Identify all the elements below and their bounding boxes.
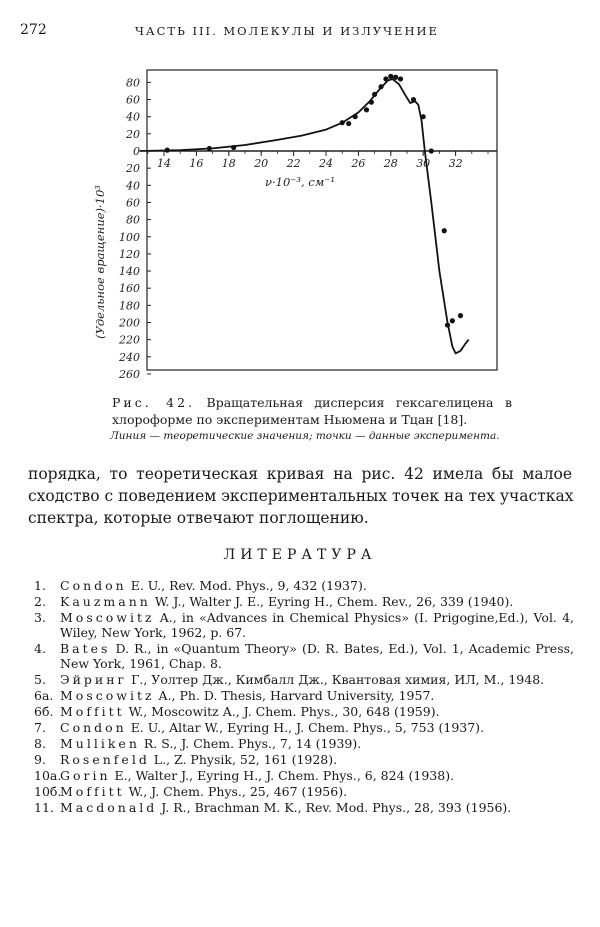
reference-details: E. U., Rev. Mod. Phys., 9, 432 (1937). <box>126 578 367 593</box>
x-axis-label: ν·10⁻³, см⁻¹ <box>265 175 335 189</box>
reference-item <box>34 752 574 767</box>
running-title: ЧАСТЬ III. МОЛЕКУЛЫ И ИЗЛУЧЕНИЕ <box>135 24 439 38</box>
experiment-point <box>372 92 377 97</box>
reference-author: Moffitt <box>60 704 125 719</box>
reference-details: W., J. Chem. Phys., 25, 467 (1956). <box>124 784 348 799</box>
reference-number: 2. <box>34 594 46 609</box>
reference-list <box>34 578 574 816</box>
y-tick-label: 100 <box>119 230 140 244</box>
reference-item <box>34 704 574 719</box>
reference-item <box>34 594 574 609</box>
reference-item <box>34 641 574 671</box>
reference-details: E. U., Altar W., Eyring H., J. Chem. Phys., 5, 753 (1937). <box>126 720 485 735</box>
figure-caption <box>112 394 512 428</box>
y-tick-label: 240 <box>119 350 140 364</box>
experiment-point <box>393 75 398 80</box>
reference-details: R. S., J. Chem. Phys., 7, 14 (1939). <box>139 736 362 751</box>
reference-details: Г., Уолтер Дж., Кимбалл Дж., Квантовая химия, ИЛ, М., 1948. <box>127 672 545 687</box>
experiment-point <box>369 100 374 105</box>
reference-item <box>34 672 574 687</box>
reference-details: W., Moscowitz A., J. Chem. Phys., 30, 648 (1959). <box>124 704 440 719</box>
reference-author: Macdonald <box>60 800 158 815</box>
reference-details: W. J., Walter J. E., Eyring H., Chem. Rev., 26, 339 (1940). <box>150 594 514 609</box>
reference-author: Bates <box>60 641 111 656</box>
reference-number: 11. <box>34 800 54 815</box>
y-tick-label: 80 <box>126 213 140 227</box>
experiment-point <box>450 318 455 323</box>
theory-line <box>140 79 469 353</box>
y-tick-label: 80 <box>126 76 140 90</box>
reference-number: 6б. <box>34 704 54 719</box>
reference-author: Condon <box>60 720 127 735</box>
experiment-point <box>429 148 434 153</box>
x-tick-label: 14 <box>157 157 171 170</box>
reference-item <box>34 688 574 703</box>
body-line: порядка, то теоретическая кривая на рис. 42 имела бы малое <box>28 465 572 483</box>
reference-item <box>34 578 574 593</box>
caption-main: Вращательная дисперсия гексагелицена в хлороформе по экспериментам Ньюмена и Тцан [18]. <box>112 395 513 427</box>
experiment-point <box>383 76 388 81</box>
y-tick-label: 260 <box>119 367 140 381</box>
reference-number: 7. <box>34 720 46 735</box>
body-line: спектра, которые отвечают поглощению. <box>28 509 369 527</box>
body-paragraph <box>28 463 572 529</box>
y-tick-label: 200 <box>119 316 140 330</box>
literature-title: ЛИТЕРАТУРА <box>223 547 377 563</box>
y-tick-label: 60 <box>126 196 140 210</box>
x-tick-label: 32 <box>448 157 463 170</box>
x-tick-label: 24 <box>319 157 333 170</box>
experiment-point <box>458 313 463 318</box>
reference-item <box>34 720 574 735</box>
y-tick-label: 20 <box>126 162 140 176</box>
y-tick-label: 0 <box>133 145 140 158</box>
reference-author: Mulliken <box>60 736 140 751</box>
experiment-point <box>398 76 403 81</box>
x-tick-label: 28 <box>383 157 398 170</box>
x-tick-label: 16 <box>189 157 204 170</box>
reference-author: Moffitt <box>60 784 125 799</box>
reference-number: 8. <box>34 736 46 751</box>
y-tick-label: 140 <box>119 265 140 279</box>
reference-author: Condon <box>60 578 127 593</box>
reference-item <box>34 610 574 640</box>
experiment-point <box>421 114 426 119</box>
reference-details: J. R., Brachman M. K., Rev. Mod. Phys., 28, 393 (1956). <box>157 800 512 815</box>
reference-number: 10б. <box>34 784 62 799</box>
caption-lead: Рис. 42. <box>112 395 196 410</box>
reference-details: D. R., in «Quantum Theory» (D. R. Bates, Ed.), Vol. 1, Academic Press, New York, 1961, Chap. 8. <box>60 641 574 671</box>
x-tick-label: 30 <box>416 157 431 170</box>
reference-details: L., Z. Physik, 52, 161 (1928). <box>149 752 338 767</box>
reference-author: Rosenfeld <box>60 752 150 767</box>
reference-details: A., Ph. D. Thesis, Harvard University, 1957. <box>154 688 435 703</box>
y-tick-label: 160 <box>119 282 140 296</box>
experiment-point <box>340 120 345 125</box>
reference-number: 4. <box>34 641 46 656</box>
x-tick-label: 20 <box>254 157 269 170</box>
experiment-point <box>231 145 236 150</box>
y-tick-label: 20 <box>126 127 140 141</box>
x-tick-label: 26 <box>351 157 366 170</box>
experiment-point <box>445 322 450 327</box>
experiment-point <box>353 114 358 119</box>
y-axis-label: (Удельное вращение)·10³ <box>93 185 107 339</box>
y-tick-label: 120 <box>119 247 140 261</box>
reference-author: Moscowitz <box>60 610 155 625</box>
figure-caption-legend: Линия — теоретические значения; точки — данные эксперимента. <box>110 430 500 442</box>
y-tick-label: 180 <box>119 299 140 313</box>
y-tick-label: 220 <box>119 333 140 347</box>
experiment-point <box>165 148 170 153</box>
body-line: сходство с поведением экспериментальных точек на тех участках <box>28 487 574 505</box>
y-tick-label: 40 <box>126 110 140 124</box>
experiment-point <box>388 74 393 79</box>
y-tick-label: 40 <box>126 179 140 193</box>
reference-author: Kauzmann <box>60 594 151 609</box>
reference-number: 9. <box>34 752 46 767</box>
reference-item <box>34 736 574 751</box>
reference-details: E., Walter J., Eyring H., J. Chem. Phys., 6, 824 (1938). <box>110 768 455 783</box>
reference-number: 10а. <box>34 768 62 783</box>
reference-number: 5. <box>34 672 46 687</box>
x-tick-label: 22 <box>286 157 301 170</box>
reference-author: Gorin <box>60 768 111 783</box>
experiment-point <box>346 121 351 126</box>
reference-item <box>34 784 574 799</box>
experiment-point <box>364 107 369 112</box>
reference-number: 6а. <box>34 688 54 703</box>
reference-item <box>34 768 574 783</box>
experiment-point <box>207 146 212 151</box>
x-tick-label: 18 <box>221 157 236 170</box>
plot-frame <box>147 70 497 370</box>
experiment-point <box>378 84 383 89</box>
reference-details: A., in «Advances in Chemical Physics» (I. Prigogine,Ed.), Vol. 4, Wiley, New York, 1962, p. 67. <box>60 610 574 640</box>
reference-number: 3. <box>34 610 46 625</box>
page-number: 272 <box>20 22 47 38</box>
rotation-dispersion-chart <box>0 0 600 390</box>
reference-author: Moscowitz <box>60 688 155 703</box>
experiment-point <box>442 228 447 233</box>
reference-author: Эйринг <box>60 672 128 687</box>
reference-item <box>34 800 574 815</box>
y-tick-label: 60 <box>126 93 140 107</box>
experiment-point <box>411 97 416 102</box>
reference-number: 1. <box>34 578 46 593</box>
